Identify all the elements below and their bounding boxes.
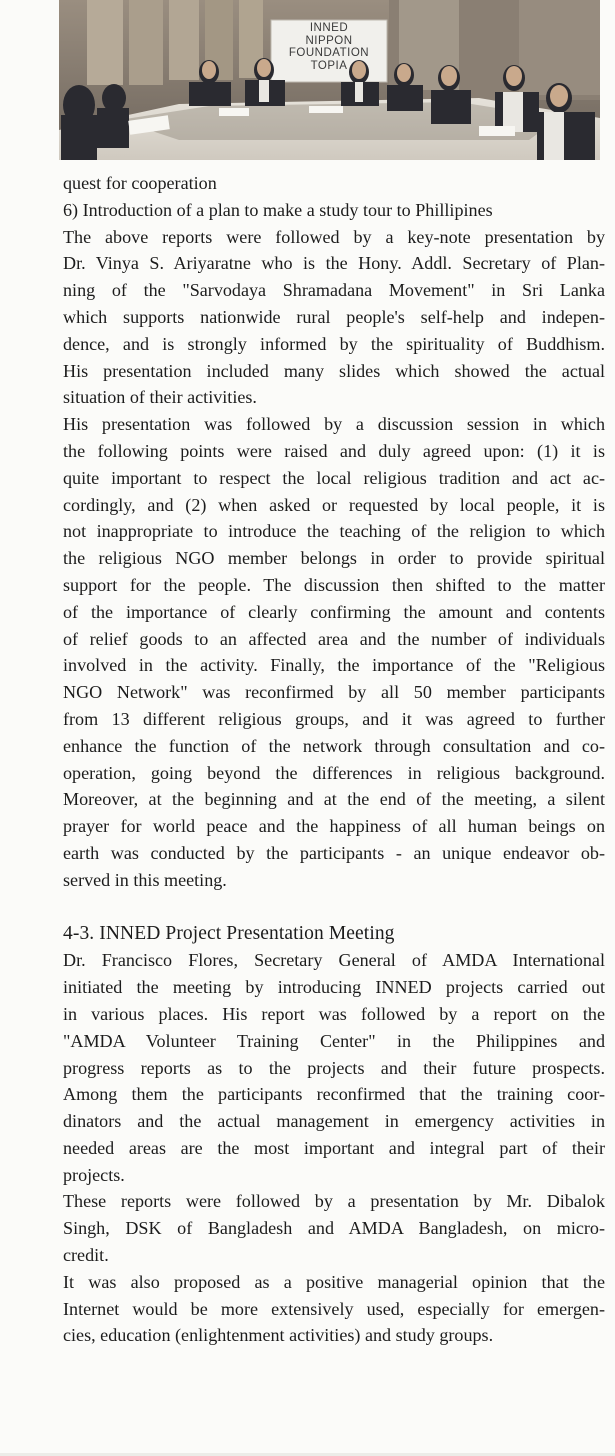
text-line: served in this meeting. [63, 869, 227, 890]
banner-text [271, 22, 387, 72]
text-line: projects. [63, 1164, 125, 1185]
banner-line: TOPIA [310, 59, 348, 72]
text-line: support for the people. The discussion then shifted to the matter [63, 574, 605, 595]
text-line: the following points were raised and duly agreed upon: (1) it is [63, 440, 605, 461]
text-line: operation, going beyond the differences in religious background. [63, 762, 605, 783]
text-line: situation of their activities. [63, 387, 257, 408]
text-line: "AMDA Volunteer Training Center" in the Philippines and [63, 1030, 605, 1051]
banner-line: NIPPON [305, 34, 353, 47]
banner-line: INNED [309, 22, 349, 34]
meeting-photo [59, 0, 600, 160]
section-paragraphs [63, 947, 605, 1349]
text-line: progress reports as to the projects and their future prospects. [63, 1057, 605, 1078]
paragraph [63, 224, 605, 412]
text-line: not inappropriate to introduce the teaching of the religion to which [63, 521, 605, 542]
text-line: quest for cooperation [63, 173, 217, 193]
intro-paragraphs [63, 170, 605, 894]
text-line: initiated the meeting by introducing INNED projects carried out [63, 977, 605, 998]
text-line: Singh, DSK of Bangladesh and AMDA Bangladesh, on micro- [63, 1218, 605, 1239]
text-line: cordingly, and (2) when asked or requested by local people, it is [63, 494, 605, 515]
paragraph [63, 1188, 605, 1268]
paragraph [63, 947, 605, 1188]
text-line: ning of the "Sarvodaya Shramadana Movement" in Sri Lanka [63, 280, 605, 301]
text-line: earth was conducted by the participants - an unique endeavor ob- [63, 842, 605, 863]
text-line: in various places. His report was followed by a report on the [63, 1003, 605, 1024]
text-line: enhance the function of the network through consultation and co- [63, 735, 605, 756]
text-line: His presentation included many slides which showed the actual [63, 360, 605, 381]
text-line: Dr. Vinya S. Ariyaratne who is the Hony. Addl. Secretary of Plan- [63, 253, 605, 274]
section-spacer [63, 894, 605, 921]
text-line: of the importance of clearly confirming the amount and contents [63, 601, 605, 622]
text-line: NGO Network" was reconfirmed by all 50 member participants [63, 682, 605, 703]
text-line: Moreover, at the beginning and at the end of the meeting, a silent [63, 789, 605, 810]
text-line: credit. [63, 1245, 109, 1266]
text-line: from 13 different religious groups, and it was agreed to further [63, 708, 605, 729]
paragraph [63, 170, 605, 197]
text-line: It was also proposed as a positive managerial opinion that the [63, 1271, 605, 1292]
paragraph [63, 1269, 605, 1349]
text-line: These reports were followed by a presentation by Mr. Dibalok [63, 1191, 605, 1212]
text-line: prayer for world peace and the happiness of all human beings on [63, 816, 605, 837]
banner-line: FOUNDATION [288, 47, 370, 59]
text-line: dence, and is strongly informed by the spirituality of Buddhism. [63, 333, 605, 354]
text-line: dinators and the actual management in emergency activities in [63, 1111, 605, 1132]
text-line: Internet would be more extensively used, especially for emergen- [63, 1298, 605, 1319]
text-line: His presentation was followed by a discussion session in which [63, 414, 605, 435]
text-line: Among them the participants reconfirmed that the training coor- [63, 1084, 605, 1105]
text-line: quite important to respect the local religious tradition and act ac- [63, 467, 605, 488]
text-line: needed areas are the most important and integral part of their [63, 1137, 605, 1158]
paragraph [63, 411, 605, 893]
section-heading: 4-3. INNED Project Presentation Meeting [63, 923, 395, 945]
text-line: Dr. Francisco Flores, Secretary General of AMDA International [63, 950, 605, 971]
text-line: 6) Introduction of a plan to make a study tour to Phillipines [63, 199, 493, 220]
text-line: cies, education (enlightenment activities) and study groups. [63, 1325, 494, 1346]
text-line: of relief goods to an affected area and the number of individuals [63, 628, 605, 649]
text-line: The above reports were followed by a key-note presentation by [63, 226, 605, 247]
article-body [63, 170, 605, 1349]
paragraph [63, 197, 605, 224]
text-line: the religious NGO member belongs in order to provide spiritual [63, 548, 605, 569]
text-line: involved in the activity. Finally, the importance of the "Religious [63, 655, 605, 676]
text-line: which supports nationwide rural people's self-help and indepen- [63, 306, 605, 327]
